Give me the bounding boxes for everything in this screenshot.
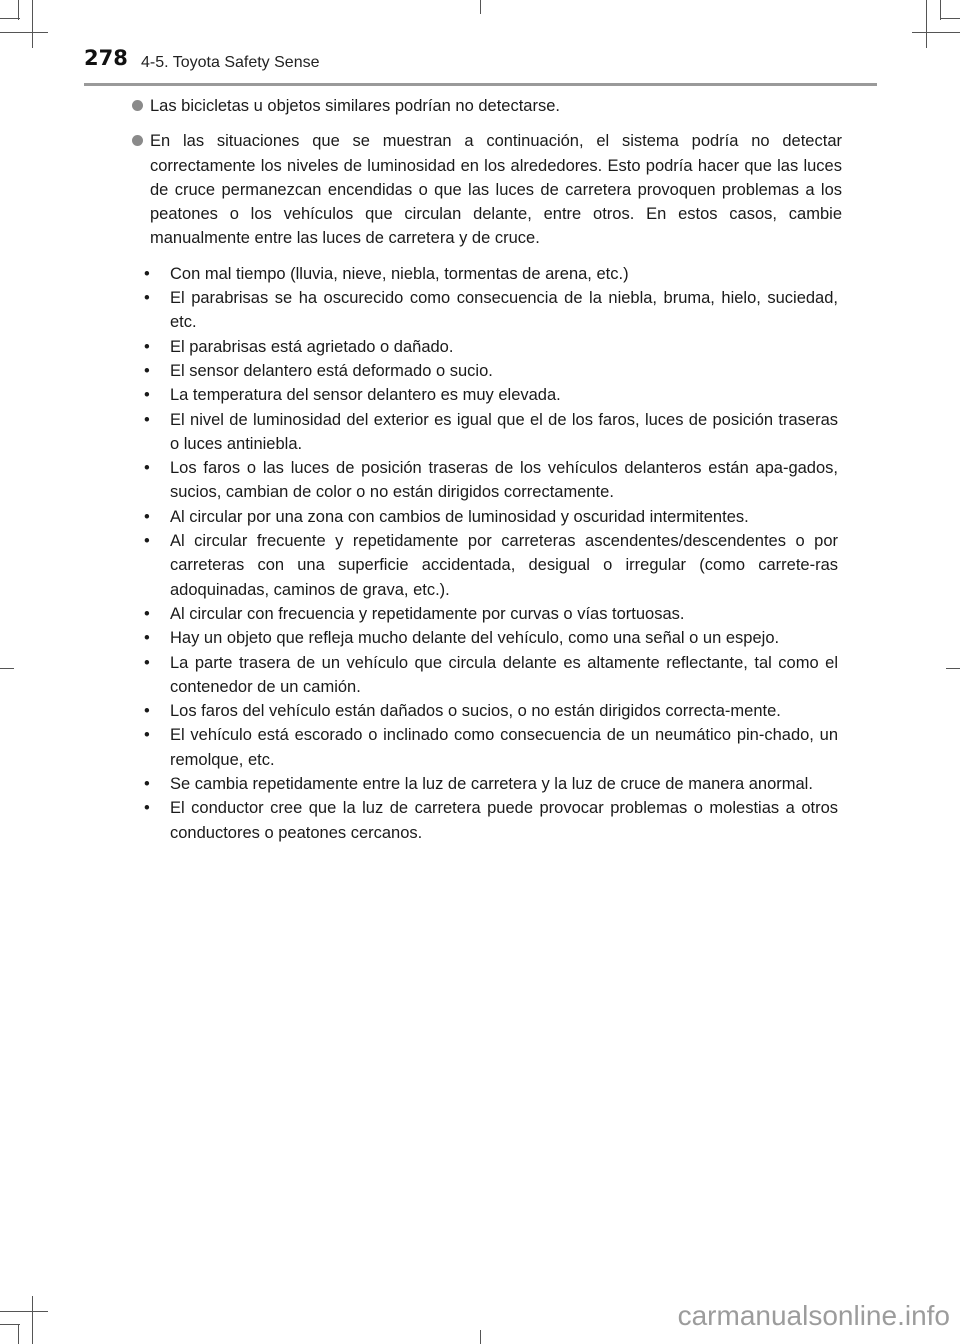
crop-mark — [940, 0, 941, 20]
list-item-text: El parabrisas está agrietado o dañado. — [170, 337, 454, 356]
page-content — [132, 94, 842, 845]
circle-bullet-icon — [132, 100, 143, 111]
header-divider — [84, 83, 877, 86]
crop-mark — [0, 1311, 48, 1312]
list-item-text: Al circular frecuente y repetidamente por carreteras ascendentes/descendentes o por carreteras con una superficie accidentada, desigual o irregular (como carrete-ras adoquinadas, caminos de grava, etc.). — [170, 532, 838, 599]
page-number: 278 — [84, 46, 128, 70]
list-item-text: El vehículo está escorado o inclinado como consecuencia de un neumático pin-chado, un remolque, etc. — [170, 726, 838, 769]
crop-mark — [940, 18, 960, 19]
bullet-icon: • — [144, 507, 150, 526]
paragraph — [132, 129, 842, 250]
list-item — [132, 286, 842, 335]
list-item-text: El sensor delantero está deformado o sucio. — [170, 361, 493, 380]
list-item — [132, 651, 842, 700]
crop-mark — [0, 1324, 20, 1325]
situation-list — [132, 262, 842, 845]
bullet-icon: • — [144, 289, 150, 308]
bullet-icon: • — [144, 386, 150, 405]
list-item-text: Los faros o las luces de posición traseras de los vehículos delanteros están apa-gados, sucios, cambian de color o no están dirigidos correctamente. — [170, 459, 838, 502]
list-item — [132, 262, 842, 286]
list-item — [132, 796, 842, 845]
bullet-icon: • — [144, 702, 150, 721]
list-item — [132, 772, 842, 796]
list-item — [132, 383, 842, 407]
bullet-icon: • — [144, 532, 150, 551]
crop-mark — [32, 1296, 33, 1344]
list-item-text: El parabrisas se ha oscurecido como consecuencia de la niebla, bruma, hielo, suciedad, etc. — [170, 289, 838, 332]
crop-mark — [32, 0, 33, 48]
crop-mark — [0, 32, 48, 33]
crop-mark — [926, 0, 927, 48]
list-item — [132, 456, 842, 505]
crop-mark — [946, 668, 960, 669]
crop-mark — [480, 1330, 481, 1344]
paragraph — [132, 94, 842, 118]
list-item-text: El conductor cree que la luz de carretera puede provocar problemas o molestias a otros conductores o peatones cercanos. — [170, 799, 838, 842]
list-item-text: El nivel de luminosidad del exterior es igual que el de los faros, luces de posición traseras o luces antiniebla. — [170, 410, 838, 453]
list-item-text: Los faros del vehículo están dañados o sucios, o no están dirigidos correcta-mente. — [170, 702, 781, 721]
list-item-text: Al circular con frecuencia y repetidamente por curvas o vías tortuosas. — [170, 604, 685, 623]
crop-mark — [0, 18, 20, 19]
list-item — [132, 408, 842, 457]
bullet-icon: • — [144, 337, 150, 356]
bullet-icon: • — [144, 459, 150, 478]
circle-bullet-icon — [132, 135, 143, 146]
list-item-text: Hay un objeto que refleja mucho delante del vehículo, como una señal o un espejo. — [170, 629, 780, 648]
list-item — [132, 359, 842, 383]
list-item — [132, 723, 842, 772]
bullet-icon: • — [144, 410, 150, 429]
paragraph-text: Las bicicletas u objetos similares podrían no detectarse. — [150, 97, 560, 115]
list-item-text: Al circular por una zona con cambios de luminosidad y oscuridad intermitentes. — [170, 507, 749, 526]
list-item — [132, 529, 842, 602]
bullet-icon: • — [144, 604, 150, 623]
list-item-text: Con mal tiempo (lluvia, nieve, niebla, tormentas de arena, etc.) — [170, 264, 629, 283]
list-item — [132, 505, 842, 529]
watermark: carmanualsonline.info — [677, 1300, 950, 1331]
bullet-icon: • — [144, 799, 150, 818]
section-title: 4-5. Toyota Safety Sense — [141, 54, 320, 71]
list-item — [132, 602, 842, 626]
crop-mark — [912, 32, 960, 33]
crop-mark — [480, 0, 481, 14]
list-item — [132, 699, 842, 723]
list-item-text: La parte trasera de un vehículo que circula delante es altamente reflectante, tal como el contenedor de un camión. — [170, 653, 838, 696]
list-item — [132, 335, 842, 359]
list-item-text: Se cambia repetidamente entre la luz de carretera y la luz de cruce de manera anormal. — [170, 775, 813, 794]
list-item — [132, 626, 842, 650]
bullet-icon: • — [144, 653, 150, 672]
bullet-icon: • — [144, 629, 150, 648]
list-item-text: La temperatura del sensor delantero es muy elevada. — [170, 386, 561, 405]
bullet-icon: • — [144, 775, 150, 794]
crop-mark — [18, 0, 19, 20]
crop-mark — [18, 1324, 19, 1344]
page-header — [84, 44, 884, 80]
crop-mark — [0, 668, 14, 669]
paragraph-text: En las situaciones que se muestran a continuación, el sistema podría no detectar correctamente los niveles de luminosidad en los alrededores. Esto podría hacer que las luces de cruce permanezcan encendidas o que las luces de carretera provoquen problemas a los peatones o los vehículos que circulan delante, entre otros. En estos casos, cambie manualmente entre las luces de carretera y de cruce. — [150, 132, 842, 248]
bullet-icon: • — [144, 361, 150, 380]
bullet-icon: • — [144, 726, 150, 745]
bullet-icon: • — [144, 264, 150, 283]
